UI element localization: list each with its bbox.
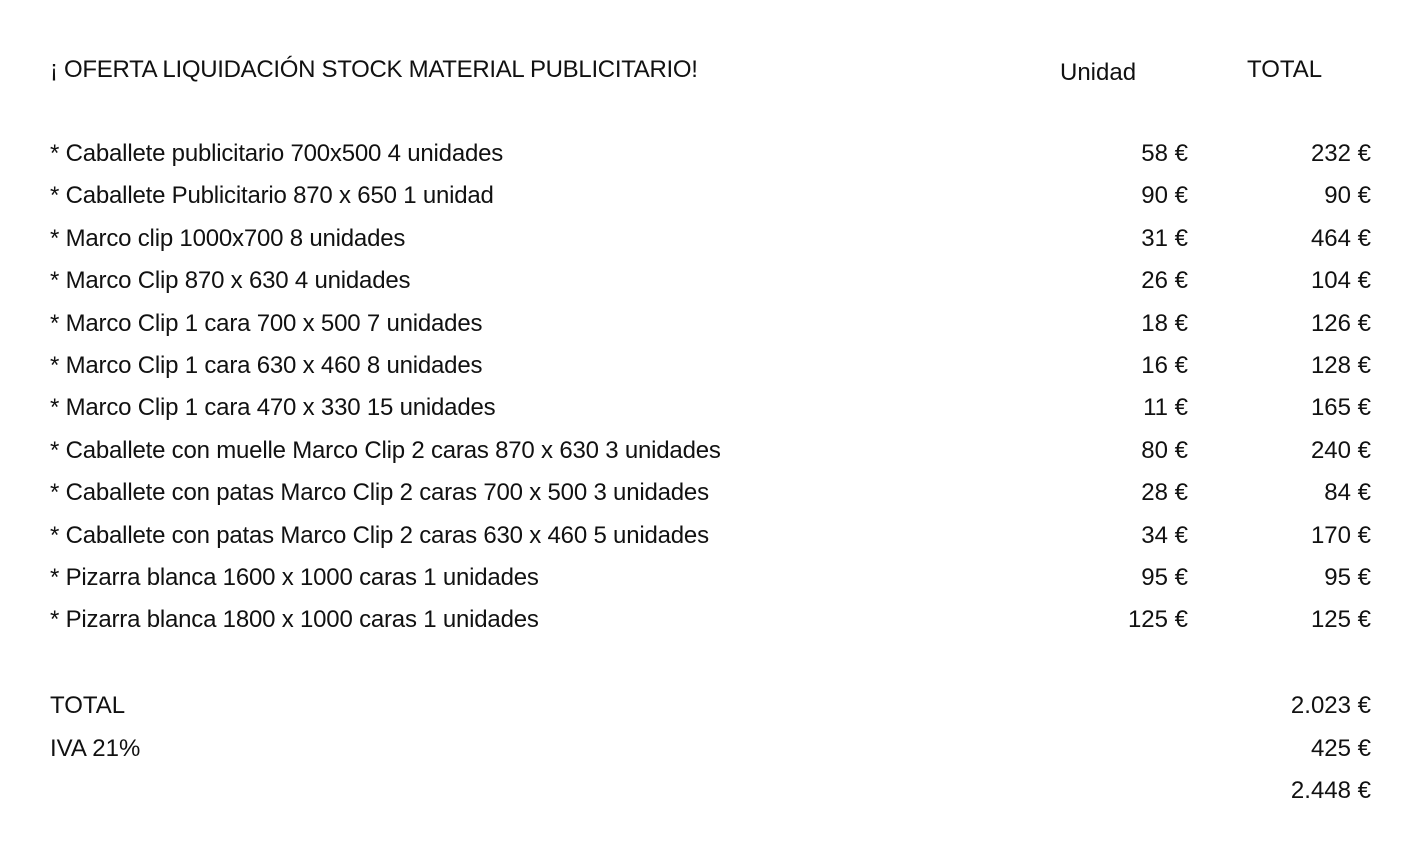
list-item [0,352,1413,394]
item-total: 165 € [1310,394,1371,422]
list-item [0,267,1413,309]
item-total: 95 € [1324,563,1371,591]
item-total: 84 € [1324,479,1371,507]
item-unit-price: 18 € [1141,309,1188,337]
list-item [0,479,1413,521]
item-unit-price: 80 € [1141,436,1188,464]
list-item [0,140,1413,182]
item-description: * Marco Clip 870 x 630 4 unidades [50,267,411,295]
list-item [0,564,1413,606]
item-list [0,140,1413,649]
item-total: 464 € [1310,224,1371,252]
item-unit-price: 26 € [1141,267,1188,295]
column-header-total: TOTAL [1247,56,1323,83]
column-header-unit: Unidad [1060,59,1137,86]
item-description: * Pizarra blanca 1600 x 1000 caras 1 unidades [50,563,539,591]
summary-section [0,692,1413,820]
item-total: 126 € [1310,309,1371,337]
list-item [0,437,1413,479]
item-total: 128 € [1310,351,1371,379]
header-row [0,56,1413,92]
summary-total-value: 2.023 € [1290,692,1371,719]
list-item [0,310,1413,352]
item-description: * Caballete Publicitario 870 x 650 1 unidad [50,182,494,210]
item-description: * Marco Clip 1 cara 630 x 460 8 unidades [50,351,483,379]
list-item [0,522,1413,564]
item-description: * Caballete con patas Marco Clip 2 caras 630 x 460 5 unidades [50,521,709,549]
item-unit-price: 58 € [1141,140,1188,167]
item-description: * Caballete con muelle Marco Clip 2 caras 870 x 630 3 unidades [50,436,721,464]
summary-iva-value: 425 € [1310,734,1371,762]
item-total: 90 € [1324,182,1371,210]
item-description: * Marco clip 1000x700 8 unidades [50,224,406,252]
item-unit-price: 31 € [1141,224,1188,252]
item-unit-price: 95 € [1141,563,1188,591]
summary-grand-total-row [0,777,1413,820]
item-total: 170 € [1310,521,1371,549]
summary-total-label: TOTAL [50,692,126,719]
summary-total-row [0,692,1413,735]
list-item [0,606,1413,648]
item-unit-price: 16 € [1141,351,1188,379]
item-unit-price: 125 € [1127,606,1188,634]
summary-iva-row [0,735,1413,778]
item-description: * Marco Clip 1 cara 470 x 330 15 unidades [50,394,496,422]
item-description: * Caballete con patas Marco Clip 2 caras 700 x 500 3 unidades [50,479,709,507]
summary-iva-label: IVA 21% [50,734,141,762]
list-item [0,225,1413,267]
item-unit-price: 90 € [1141,182,1188,210]
item-description: * Pizarra blanca 1800 x 1000 caras 1 unidades [50,606,539,634]
item-description: * Marco Clip 1 cara 700 x 500 7 unidades [50,309,483,337]
item-description: * Caballete publicitario 700x500 4 unidades [50,140,504,167]
item-total: 104 € [1310,267,1371,295]
item-unit-price: 28 € [1141,479,1188,507]
item-unit-price: 34 € [1141,521,1188,549]
document-title: ¡ OFERTA LIQUIDACIÓN STOCK MATERIAL PUBLICITARIO! [50,56,698,83]
item-total: 125 € [1310,606,1371,634]
item-total: 240 € [1310,436,1371,464]
item-total: 232 € [1310,140,1371,167]
list-item [0,182,1413,224]
summary-grand-total-value: 2.448 € [1290,777,1371,804]
list-item [0,394,1413,436]
item-unit-price: 11 € [1143,394,1188,422]
